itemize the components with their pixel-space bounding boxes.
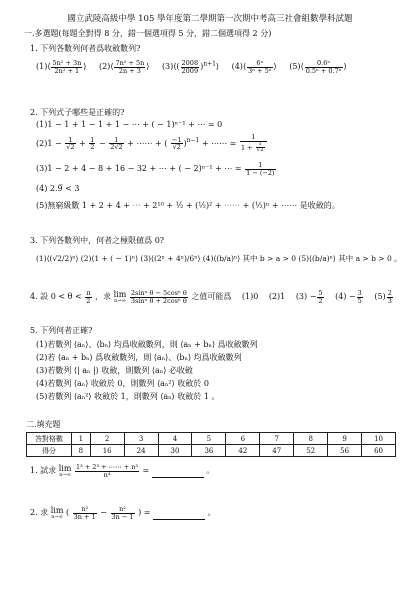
q5-o1: (1)若數列 ⟨aₙ⟩、⟨bₙ⟩ 均爲收斂數列，則 ⟨aₙ + bₙ⟩ 爲收斂數列 [36,340,258,349]
table-cell: 9 [328,433,362,445]
q3-options: (1)⟨(√2/2)ⁿ⟩ (2)⟨1 + ( − 1)ⁿ⟩ (3)⟨(2ⁿ + 4ⁿ)/6ⁿ⟩ (4)⟨(b/a)ⁿ⟩ 其中 b > a > 0 (5)⟨(b/a)ⁿ⟩ 其中 a > b > 0 。 [36,254,402,263]
q1-o3-label: (3) [161,62,174,71]
table-cell: 6 [226,433,260,445]
q4-lim: lim n→∞ [113,289,127,304]
table-cell: 3 [124,433,158,445]
fill-q1: 1. 試求 lim n→∞ $\frac{\text{1³ + 2³ + ⋯⋯ + n³}}{\text{n⁴}}$ = 。 [30,463,215,479]
fill-q2: 2. 求 lim n→∞ ( $\frac{\text{n²}}{3n + 1}$ − $\frac{\text{n²}}{3n - 1}$ ) = 。 [30,505,216,521]
q1-stem: 1. 下列各數列何者爲收斂數列? [30,44,141,53]
q4-pi-frac: $\frac{\pi}{2}$ [86,289,91,305]
score-points-label: 得分 [27,445,72,457]
table-cell: 52 [294,445,328,457]
section1-heading: 一.多選題(每題全對得 8 分，錯一個選項得 5 分，錯二個選項得 2 分) [24,29,272,38]
q5-o5: (5)若數列 ⟨aₙ²⟩ 收斂於 1，則數列 ⟨aₙ⟩ 收斂於 1 。 [36,392,220,401]
answer-blank-1[interactable] [152,469,204,478]
score-table [26,432,396,457]
q5-o3: (3)若數列 ⟨| aₙ |⟩ 收斂，則數列 ⟨aₙ⟩ 必收斂 [36,366,193,375]
f1-lim: lim n→∞ [58,463,72,478]
q4: 4. 設 0 < θ < $\frac{\pi}{2}$ ，求 lim n→∞ $\frac{\text{2sinⁿ θ − 5cosⁿ θ}}{\text{3sinⁿ θ + 2cosⁿ θ}}$ 之值可能爲 (1)0 (2)1 (3) − $\frac{5}{2}$ (4) − $\frac{3}{5}$ (5) $\frac{2}{3}$ [30,289,392,305]
table-cell: 10 [362,433,396,445]
score-count-label: 答對格數 [27,433,72,445]
table-cell: 42 [226,445,260,457]
q3-stem: 3. 下列各數列中，何者之極限値爲 0? [30,236,165,245]
table-cell: 5 [192,433,226,445]
table-cell: 4 [158,433,192,445]
score-row-count [27,433,396,445]
q1-o2-frac: $\frac{\text{7n² + 5n}}{2n + 3}$ [115,59,145,75]
table-cell: 60 [362,445,396,457]
q4-expr: $\frac{\text{2sinⁿ θ − 5cosⁿ θ}}{\text{3sinⁿ θ + 2cosⁿ θ}}$ [130,289,187,305]
table-cell: 8 [72,445,91,457]
table-cell: 30 [158,445,192,457]
f2-frac1: $\frac{\text{n²}}{3n + 1}$ [73,505,96,521]
section2-heading: 二.填充題 [26,420,61,429]
q5-stem: 5. 下列何者正確? [30,326,93,335]
f2-frac2: $\frac{\text{n²}}{3n - 1}$ [111,505,134,521]
table-cell: 36 [192,445,226,457]
q2-o3: (3)1 − 2 + 4 − 8 + 16 − 32 + ⋯ + ( − 2)ⁿ⁻¹ + ⋯ = $\frac{1}{1 - (-2)}$ [36,161,275,177]
score-row-points [27,445,396,457]
table-cell: 2 [90,433,124,445]
q1-o1-label: (1) [36,62,48,71]
q1-o5-frac: $\frac{\text{0.6ⁿ}}{\text{0.5ⁿ + 0.7ⁿ}}$ [305,59,342,75]
table-cell: 16 [90,445,124,457]
table-cell: 1 [72,433,91,445]
q1-o2-label: (2) [98,62,111,71]
page-title: 國立武陵高級中學 105 學年度第二學期第一次期中考高三社會組數學科試題 [67,14,353,24]
f2-lim: lim n→∞ [50,505,64,520]
q1-o4-frac: $\frac{\text{6ⁿ}}{\text{3ⁿ + 5ⁿ}}$ [248,59,272,75]
table-cell: 56 [328,445,362,457]
table-cell: 7 [260,433,294,445]
q2-o1: (1)1 − 1 + 1 − 1 + 1 − ⋯ + ( − 1)ⁿ⁻¹ + ⋯ = 0 [36,120,223,129]
table-cell: 8 [294,433,328,445]
q2-o4: (4) 2.9̅ < 3 [36,184,80,193]
q1-o4-label: (4) [231,62,243,71]
table-cell: 47 [260,445,294,457]
q2-stem: 2. 下列式子哪些是正確的? [30,108,125,117]
q1-o1-frac: $\frac{\text{5n² + 3n}}{\text{2n² + 1}}$ [52,59,82,75]
table-cell: 24 [124,445,158,457]
f1-frac: $\frac{\text{1³ + 2³ + ⋯⋯ + n³}}{\text{n⁴}}$ [75,463,138,479]
q1-options: (1)⟨ $\frac{\text{5n² + 3n}}{\text{2n² + 1}}$ ⟩ (2)⟨ $\frac{\text{7n² + 5n}}{2n + 3}$ ⟩ (3)⟨( $\frac{2008}{2009}$ )$^{n+1}$⟩ (4)⟨ $\frac{\text{6ⁿ}}{\text{3ⁿ + 5ⁿ}}$ ⟩ (5)⟨ $\frac{\text{0.6ⁿ}}{\text{0.5ⁿ + 0.7ⁿ}}$ ⟩ [36,59,347,75]
q1-o3-frac: $\frac{2008}{2009}$ [181,59,199,75]
q5-o4: (4)若數列 ⟨aₙ⟩ 收斂於 0，則數列 ⟨aₙ²⟩ 收斂於 0 [36,379,209,388]
q1-o5-label: (5) [289,62,301,71]
answer-blank-2[interactable] [153,511,205,520]
q2-o5: (5)無窮級數 1 + 2 + 4 + ⋯ + 2¹⁰ + ½ + (½)² + ⋯⋯ + (½)ⁿ + ⋯⋯ 是收斂的。 [36,201,340,210]
q2-o2: (2)1 − $\frac{1}{√2}$ + $\frac{1}{2}$ − $\frac{1}{2√2}$ + ⋯⋯ + ( $\frac{-1}{√2}$ )$^{n-1}$ + ⋯⋯ = 1 1 + $\frac{1}{√2}$ [36,134,268,154]
q5-o2: (2)若 ⟨aₙ + bₙ⟩ 爲收斂數列，則 ⟨aₙ⟩、⟨bₙ⟩ 均爲收斂數列 [36,353,242,362]
